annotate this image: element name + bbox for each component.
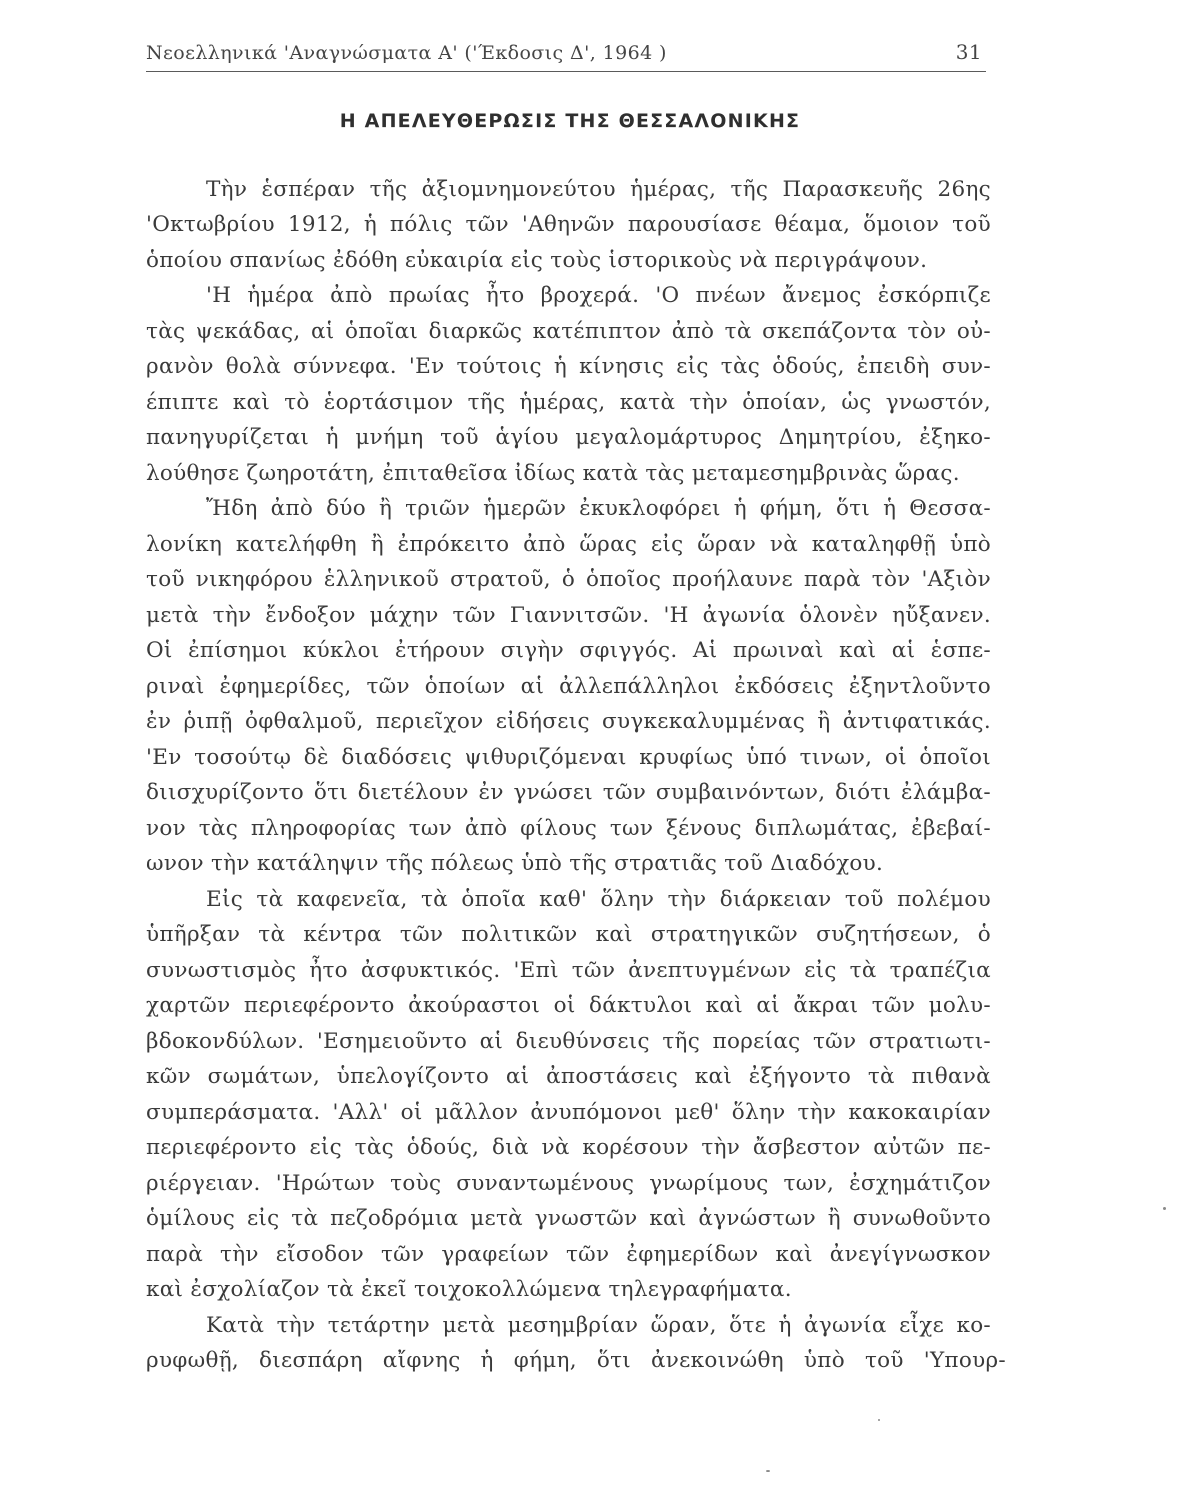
text-line: ἐν ῥιπῇ ὀφθαλμοῦ, περιεῖχον εἰδήσεις συγκεκαλυμμένας ἢ ἀντιφατικάς. bbox=[146, 709, 991, 734]
text-line: Τὴν ἑσπέραν τῆς ἀξιομνημονεύτου ἡμέρας, τῆς Παρασκευῆς 26ης bbox=[206, 177, 991, 202]
text-line: ριέργειαν. 'Ηρώτων τοὺς συναντωμένους γνωρίμους των, ἐσχημάτιζον bbox=[146, 1171, 991, 1196]
text-line: ρυφωθῇ, διεσπάρη αἴφνης ἡ φήμη, ὅτι ἀνεκοινώθη ὑπὸ τοῦ 'Υπουρ- bbox=[146, 1348, 1006, 1373]
text-line: περιεφέροντο εἰς τὰς ὁδούς, διὰ νὰ κορέσουν τὴν ἄσβεστον αὐτῶν πε- bbox=[146, 1135, 991, 1160]
header-rule bbox=[146, 71, 986, 72]
text-line: ριναὶ ἐφημερίδες, τῶν ὁποίων αἱ ἀλλεπάλληλοι ἐκδόσεις ἐξηντλοῦντο bbox=[146, 674, 991, 699]
text-line: Εἰς τὰ καφενεῖα, τὰ ὁποῖα καθ' ὅλην τὴν διάρκειαν τοῦ πολέμου bbox=[206, 887, 991, 912]
text-line: έπιπτε καὶ τὸ ἑορτάσιμον τῆς ἡμέρας, κατὰ τὴν ὁποίαν, ὡς γνωστόν, bbox=[146, 390, 991, 415]
text-line: ὁμίλους εἰς τὰ πεζοδρόμια μετὰ γνωστῶν καὶ ἀγνώστων ἢ συνωθοῦντο bbox=[146, 1206, 991, 1231]
text-line: συνωστισμὸς ἦτο ἀσφυκτικός. 'Επὶ τῶν ἀνεπτυγμένων εἰς τὰ τραπέζια bbox=[146, 958, 991, 983]
text-line: Κατὰ τὴν τετάρτην μετὰ μεσημβρίαν ὥραν, ὅτε ἡ ἀγωνία εἶχε κο- bbox=[206, 1313, 991, 1338]
text-line: καὶ ἐσχολίαζον τὰ ἐκεῖ τοιχοκολλώμενα τηλεγραφήματα. bbox=[146, 1277, 792, 1302]
scan-speck bbox=[1163, 1207, 1166, 1210]
text-line: τοῦ νικηφόρου ἑλληνικοῦ στρατοῦ, ὁ ὁποῖος προήλαυνε παρὰ τὸν 'Αξιὸν bbox=[146, 567, 991, 592]
text-line: 'Εν τοσούτῳ δὲ διαδόσεις ψιθυριζόμεναι κρυφίως ὑπό τινων, οἱ ὁποῖοι bbox=[146, 745, 991, 770]
text-line: χαρτῶν περιεφέροντο ἀκούραστοι οἱ δάκτυλοι καὶ αἱ ἄκραι τῶν μολυ- bbox=[146, 993, 991, 1018]
text-line: ὁποίου σπανίως ἐδόθη εὐκαιρία εἰς τοὺς ἱστορικοὺς νὰ περιγράψουν. bbox=[146, 248, 928, 273]
text-line: διισχυρίζοντο ὅτι διετέλουν ἐν γνώσει τῶν συμβαινόντων, διότι ἐλάμβα- bbox=[146, 780, 991, 805]
text-line: μετὰ τὴν ἔνδοξον μάχην τῶν Γιαννιτσῶν. 'Η ἀγωνία ὁλονὲν ηὔξανεν. bbox=[146, 603, 991, 628]
article-title: Η ΑΠΕΛΕΥΘΕΡΩΣΙΣ ΤΗΣ ΘΕΣΣΑΛΟΝΙΚΗΣ bbox=[339, 110, 801, 132]
text-line: πανηγυρίζεται ἡ μνήμη τοῦ ἁγίου μεγαλομάρτυρος Δημητρίου, ἐξηκο- bbox=[146, 425, 991, 450]
running-title: Νεοελληνικά 'Αναγνώσματα Α' ('Έκδοσις Δ', 1964 ) bbox=[146, 42, 667, 64]
running-header bbox=[146, 36, 982, 66]
scan-speck bbox=[878, 1419, 880, 1421]
page-number: 31 bbox=[955, 40, 982, 64]
text-line: κῶν σωμάτων, ὑπελογίζοντο αἱ ἀποστάσεις καὶ ἐξήγοντο τὰ πιθανὰ bbox=[146, 1064, 991, 1089]
text-line: ωνον τὴν κατάληψιν τῆς πόλεως ὑπὸ τῆς στρατιᾶς τοῦ Διαδόχου. bbox=[146, 851, 884, 876]
text-line: συμπεράσματα. 'Αλλ' οἱ μᾶλλον ἀνυπόμονοι μεθ' ὅλην τὴν κακοκαιρίαν bbox=[146, 1100, 991, 1125]
text-line: 'Η ἡμέρα ἀπὸ πρωίας ἦτο βροχερά. 'Ο πνέων ἄνεμος ἐσκόρπιζε bbox=[206, 283, 991, 308]
text-line: ὑπῆρξαν τὰ κέντρα τῶν πολιτικῶν καὶ στρατηγικῶν συζητήσεων, ὁ bbox=[146, 922, 991, 947]
text-line: νον τὰς πληροφορίας των ἀπὸ φίλους των ξένους διπλωμάτας, ἐβεβαί- bbox=[146, 816, 991, 841]
text-line: λούθησε ζωηροτάτη, ἐπιταθεῖσα ἰδίως κατὰ τὰς μεταμεσημβρινὰς ὥρας. bbox=[146, 461, 960, 486]
text-line: τὰς ψεκάδας, αἱ ὁποῖαι διαρκῶς κατέπιπτον ἀπὸ τὰ σκεπάζοντα τὸν οὐ- bbox=[146, 319, 991, 344]
text-line: 'Οκτωβρίου 1912, ἡ πόλις τῶν 'Αθηνῶν παρουσίασε θέαμα, ὅμοιον τοῦ bbox=[146, 212, 991, 237]
scan-speck bbox=[766, 1470, 770, 1472]
text-line: Οἱ ἐπίσημοι κύκλοι ἐτήρουν σιγὴν σφιγγός. Αἱ πρωιναὶ καὶ αἱ ἑσπε- bbox=[146, 638, 991, 663]
text-line: βδοκονδύλων. 'Εσημειοῦντο αἱ διευθύνσεις τῆς πορείας τῶν στρατιωτι- bbox=[146, 1029, 991, 1054]
text-line: λονίκη κατελήφθη ἢ ἐπρόκειτο ἀπὸ ὥρας εἰς ὥραν νὰ καταληφθῇ ὑπὸ bbox=[146, 532, 991, 557]
text-line: ρανὸν θολὰ σύννεφα. 'Εν τούτοις ἡ κίνησις εἰς τὰς ὁδούς, ἐπειδὴ συν- bbox=[146, 354, 991, 379]
text-line: παρὰ τὴν εἴσοδον τῶν γραφείων τῶν ἐφημερίδων καὶ ἀνεγίγνωσκον bbox=[146, 1242, 991, 1267]
text-line: Ἤδη ἀπὸ δύο ἢ τριῶν ἡμερῶν ἐκυκλοφόρει ἡ φήμη, ὅτι ἡ Θεσσα- bbox=[206, 496, 991, 521]
